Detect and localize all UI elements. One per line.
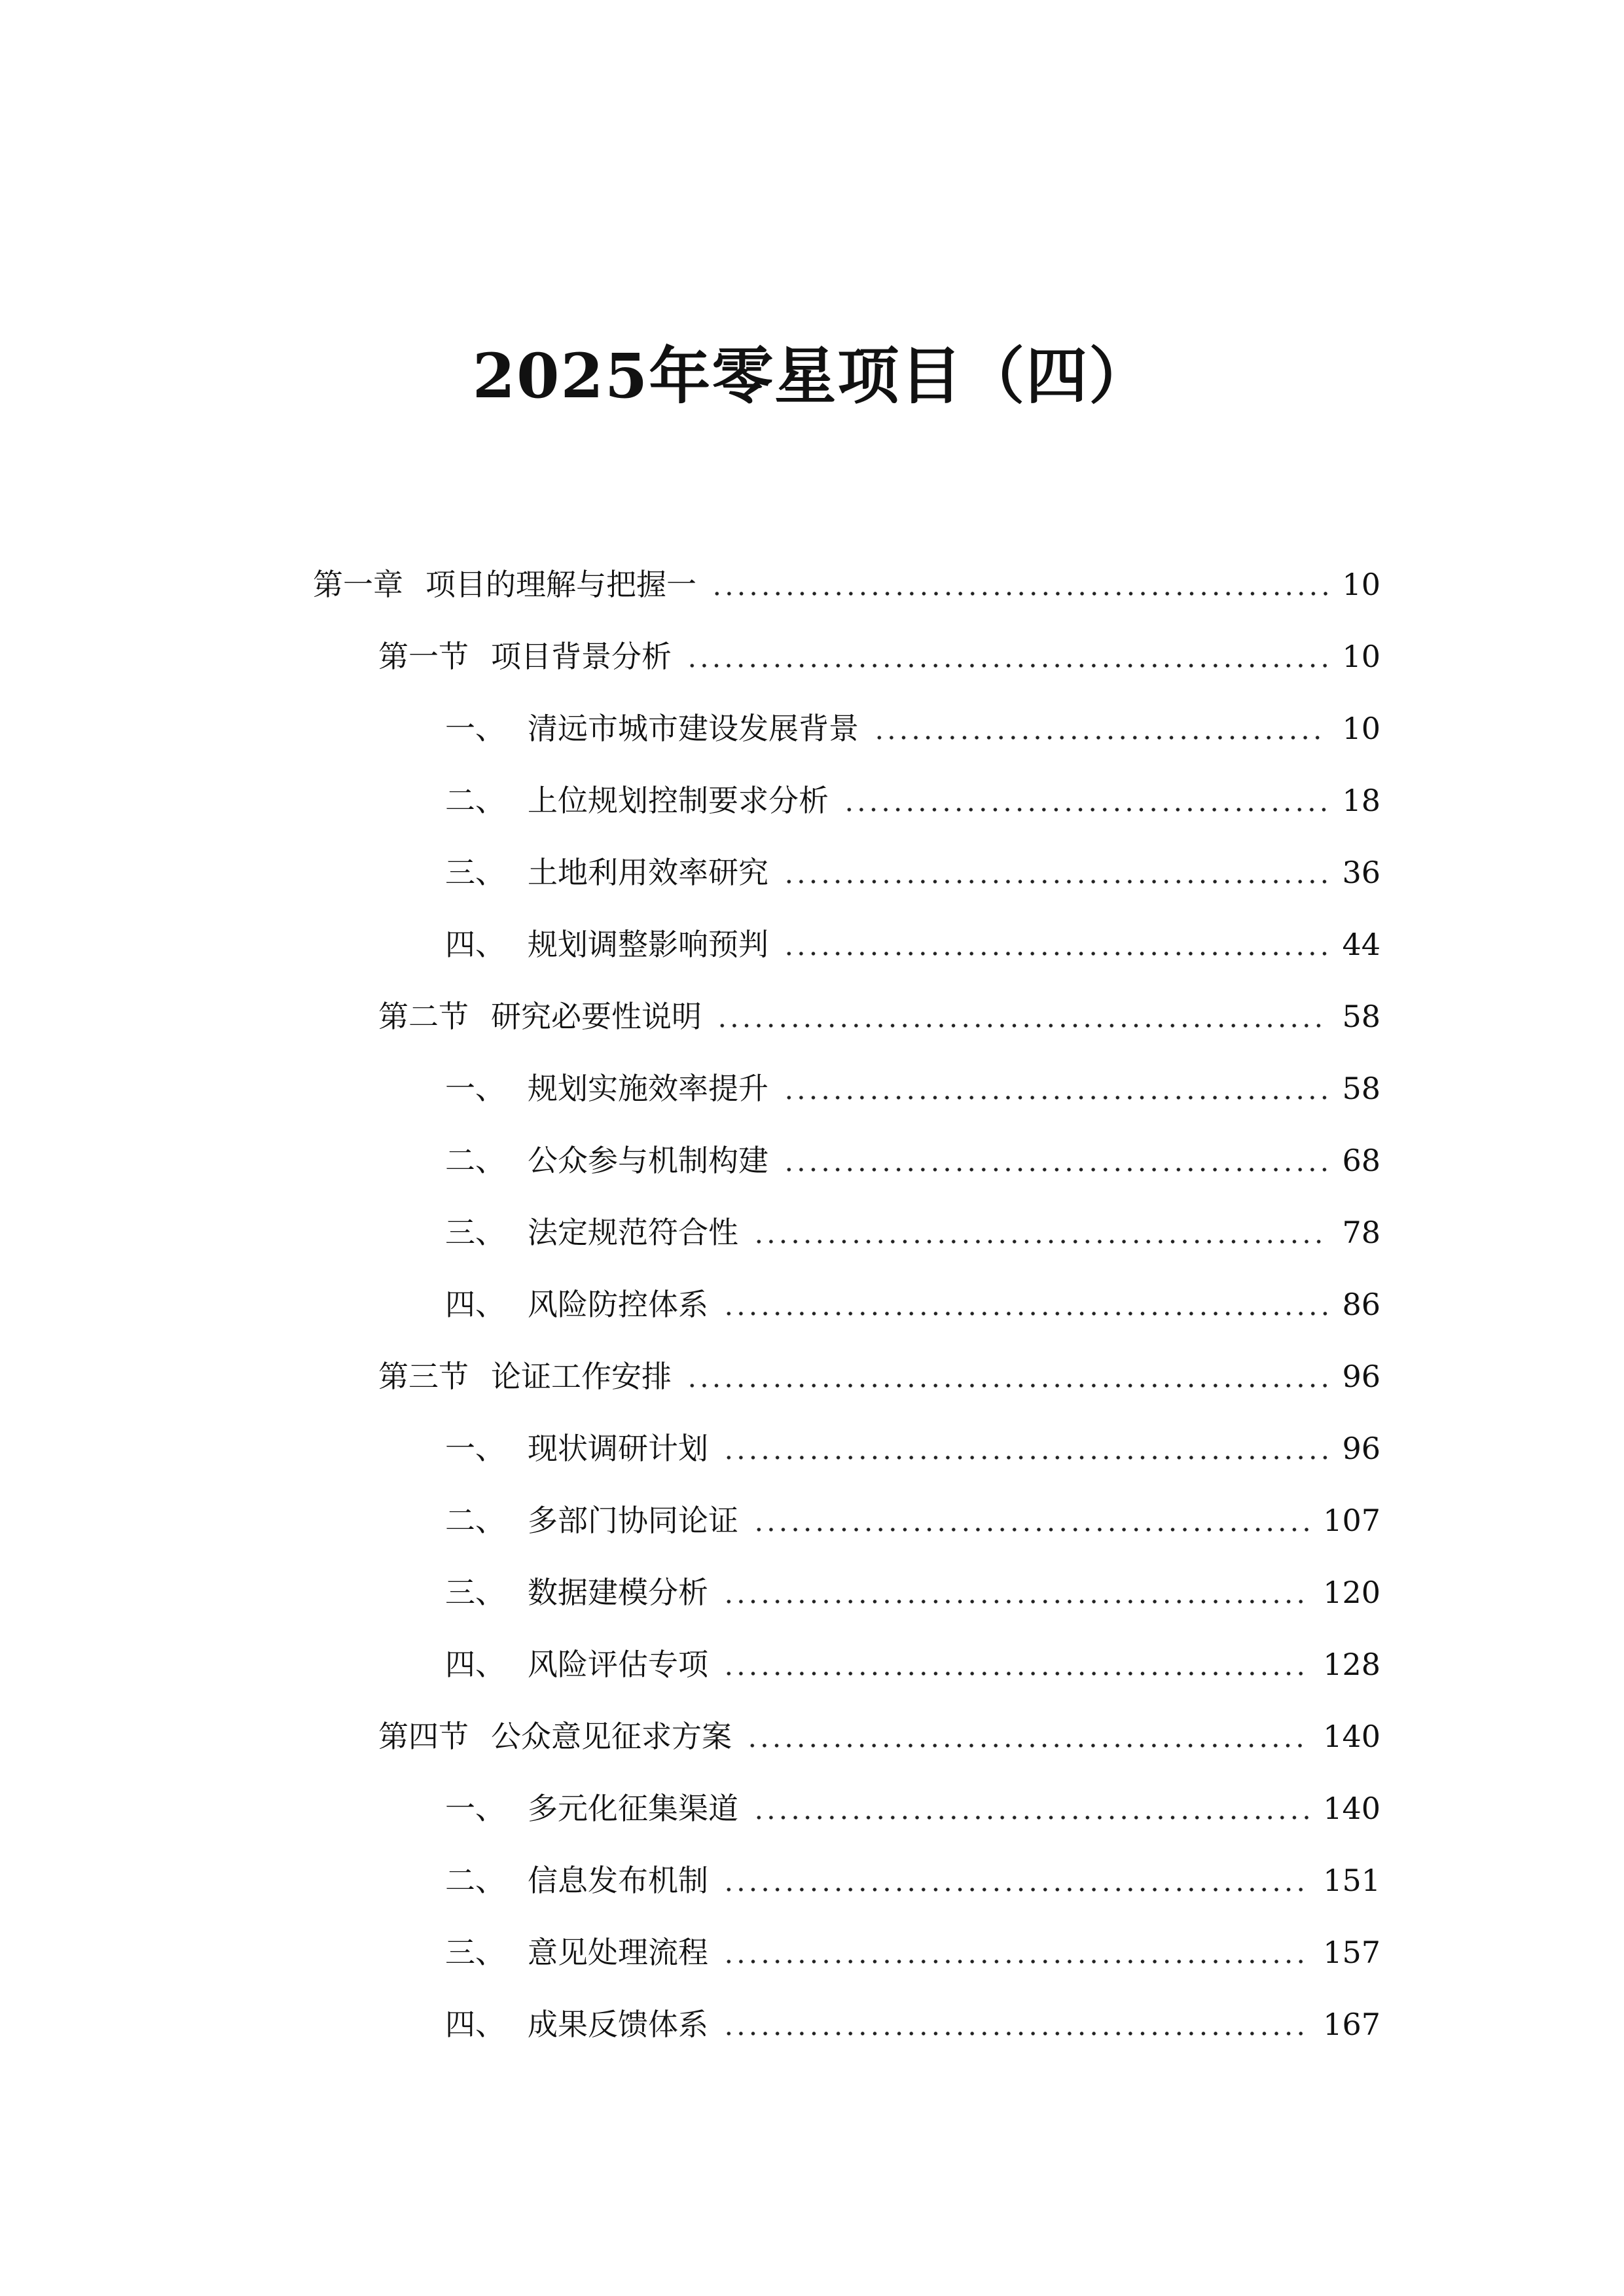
toc-dot-leader bbox=[723, 1454, 1327, 1461]
toc-dot-leader bbox=[723, 1598, 1308, 1605]
toc-page-number: 128 bbox=[1323, 1647, 1380, 1682]
toc-entry-title: 项目的理解与把握一 bbox=[425, 567, 696, 602]
toc-entry-number: 一、 bbox=[445, 1431, 505, 1466]
toc-entry-number: 一、 bbox=[445, 711, 505, 746]
toc-page-number: 58 bbox=[1342, 999, 1380, 1034]
toc-entry-title: 论证工作安排 bbox=[491, 1359, 672, 1394]
toc-entry-title: 公众参与机制构建 bbox=[528, 1143, 768, 1178]
toc-entry[interactable] bbox=[378, 980, 1380, 1052]
toc-entry-title: 意见处理流程 bbox=[528, 1935, 708, 1970]
toc-entry-title: 现状调研计划 bbox=[528, 1431, 708, 1466]
toc-entry-title: 规划调整影响预判 bbox=[528, 927, 768, 962]
toc-entry-number: 二、 bbox=[445, 1503, 505, 1538]
toc-dot-leader bbox=[723, 2030, 1308, 2037]
page-title: 2025年零星项目（四） bbox=[472, 340, 1152, 412]
toc-entry-number: 一、 bbox=[445, 1071, 505, 1106]
toc-dot-leader bbox=[716, 1022, 1327, 1029]
toc-entry-number: 四、 bbox=[445, 1647, 505, 1682]
toc-entry-number: 二、 bbox=[445, 1863, 505, 1898]
toc-dot-leader bbox=[753, 1238, 1327, 1245]
toc-entry-number: 三、 bbox=[445, 1935, 505, 1970]
toc-page-number: 10 bbox=[1342, 567, 1380, 602]
toc-dot-leader bbox=[723, 1670, 1308, 1677]
toc-entry-title: 上位规划控制要求分析 bbox=[528, 783, 829, 818]
toc-dot-leader bbox=[753, 1814, 1308, 1821]
toc-entry-number: 三、 bbox=[445, 1215, 505, 1250]
toc-entry-title: 清远市城市建设发展背景 bbox=[528, 711, 859, 746]
toc-entry-number: 四、 bbox=[445, 2007, 505, 2042]
toc-entry[interactable] bbox=[445, 1988, 1380, 2060]
toc-entry-title: 项目背景分析 bbox=[491, 639, 672, 674]
toc-page-number: 107 bbox=[1323, 1503, 1380, 1538]
toc-entry[interactable] bbox=[378, 620, 1380, 692]
toc-page-number: 78 bbox=[1342, 1215, 1380, 1250]
toc-page-number: 86 bbox=[1342, 1287, 1380, 1322]
toc-dot-leader bbox=[711, 590, 1327, 597]
toc-entry-title: 成果反馈体系 bbox=[528, 2007, 708, 2042]
toc-page-number: 120 bbox=[1323, 1575, 1380, 1610]
toc-page-number: 44 bbox=[1342, 927, 1380, 962]
toc-page-number: 151 bbox=[1323, 1863, 1380, 1898]
toc-entry-number: 第四节 bbox=[378, 1719, 469, 1754]
toc-entry-title: 多部门协同论证 bbox=[528, 1503, 738, 1538]
toc-entry[interactable] bbox=[378, 1340, 1380, 1412]
toc-entry[interactable] bbox=[445, 1556, 1380, 1628]
toc-entry-number: 四、 bbox=[445, 1287, 505, 1322]
toc-dot-leader bbox=[783, 950, 1327, 957]
toc-entry[interactable] bbox=[313, 548, 1380, 620]
toc-page-number: 68 bbox=[1342, 1143, 1380, 1178]
toc-dot-leader bbox=[873, 734, 1327, 741]
toc-entry[interactable] bbox=[445, 1916, 1380, 1988]
toc-entry-title: 信息发布机制 bbox=[528, 1863, 708, 1898]
toc-page-number: 10 bbox=[1342, 711, 1380, 746]
toc-entry[interactable] bbox=[445, 1844, 1380, 1916]
toc-entry-title: 风险评估专项 bbox=[528, 1647, 708, 1682]
toc-page-number: 167 bbox=[1323, 2007, 1380, 2042]
toc-entry-title: 土地利用效率研究 bbox=[528, 855, 768, 890]
toc-entry-title: 多元化征集渠道 bbox=[528, 1791, 738, 1826]
toc-page-number: 96 bbox=[1342, 1359, 1380, 1394]
toc-entry-number: 四、 bbox=[445, 927, 505, 962]
toc-entry[interactable] bbox=[445, 1268, 1380, 1340]
toc-entry[interactable] bbox=[445, 1484, 1380, 1556]
toc-entry-title: 法定规范符合性 bbox=[528, 1215, 738, 1250]
toc-entry[interactable] bbox=[445, 764, 1380, 836]
toc-entry-number: 第一章 bbox=[313, 567, 403, 602]
toc-page-number: 36 bbox=[1342, 855, 1380, 890]
toc-entry[interactable] bbox=[445, 1628, 1380, 1700]
toc-entry[interactable] bbox=[445, 692, 1380, 764]
toc-entry[interactable] bbox=[378, 1700, 1380, 1772]
toc-entry[interactable] bbox=[445, 1412, 1380, 1484]
toc-entry-number: 第三节 bbox=[378, 1359, 469, 1394]
toc-dot-leader bbox=[753, 1526, 1308, 1533]
toc-dot-leader bbox=[686, 662, 1327, 669]
toc-dot-leader bbox=[746, 1742, 1308, 1749]
toc-dot-leader bbox=[843, 806, 1327, 813]
toc-entry[interactable] bbox=[445, 1052, 1380, 1124]
toc-entry-number: 三、 bbox=[445, 1575, 505, 1610]
toc-page-number: 10 bbox=[1342, 639, 1380, 674]
toc-page-number: 157 bbox=[1323, 1935, 1380, 1970]
toc-entry[interactable] bbox=[445, 1196, 1380, 1268]
toc-entry-number: 二、 bbox=[445, 1143, 505, 1178]
toc-dot-leader bbox=[723, 1310, 1327, 1317]
toc-entry-title: 研究必要性说明 bbox=[491, 999, 702, 1034]
toc-entry-number: 第二节 bbox=[378, 999, 469, 1034]
toc-entry[interactable] bbox=[445, 836, 1380, 908]
toc-page-number: 140 bbox=[1323, 1719, 1380, 1754]
toc-page-number: 58 bbox=[1342, 1071, 1380, 1106]
toc-entry-title: 风险防控体系 bbox=[528, 1287, 708, 1322]
toc-dot-leader bbox=[783, 878, 1327, 885]
toc-dot-leader bbox=[723, 1886, 1308, 1893]
toc-entry-title: 公众意见征求方案 bbox=[491, 1719, 732, 1754]
toc-entry-number: 三、 bbox=[445, 855, 505, 890]
toc-dot-leader bbox=[723, 1958, 1308, 1965]
toc-entry[interactable] bbox=[445, 1772, 1380, 1844]
toc-dot-leader bbox=[783, 1094, 1327, 1101]
toc-page-number: 18 bbox=[1342, 783, 1380, 818]
toc-entry[interactable] bbox=[445, 1124, 1380, 1196]
toc-page-number: 96 bbox=[1342, 1431, 1380, 1466]
toc-dot-leader bbox=[783, 1166, 1327, 1173]
toc-entry-title: 数据建模分析 bbox=[528, 1575, 708, 1610]
toc-entry-number: 第一节 bbox=[378, 639, 469, 674]
toc-page-number: 140 bbox=[1323, 1791, 1380, 1826]
toc-dot-leader bbox=[686, 1382, 1327, 1389]
toc-entry-title: 规划实施效率提升 bbox=[528, 1071, 768, 1106]
toc-entry-number: 一、 bbox=[445, 1791, 505, 1826]
toc-entry[interactable] bbox=[445, 908, 1380, 980]
toc-entry-number: 二、 bbox=[445, 783, 505, 818]
